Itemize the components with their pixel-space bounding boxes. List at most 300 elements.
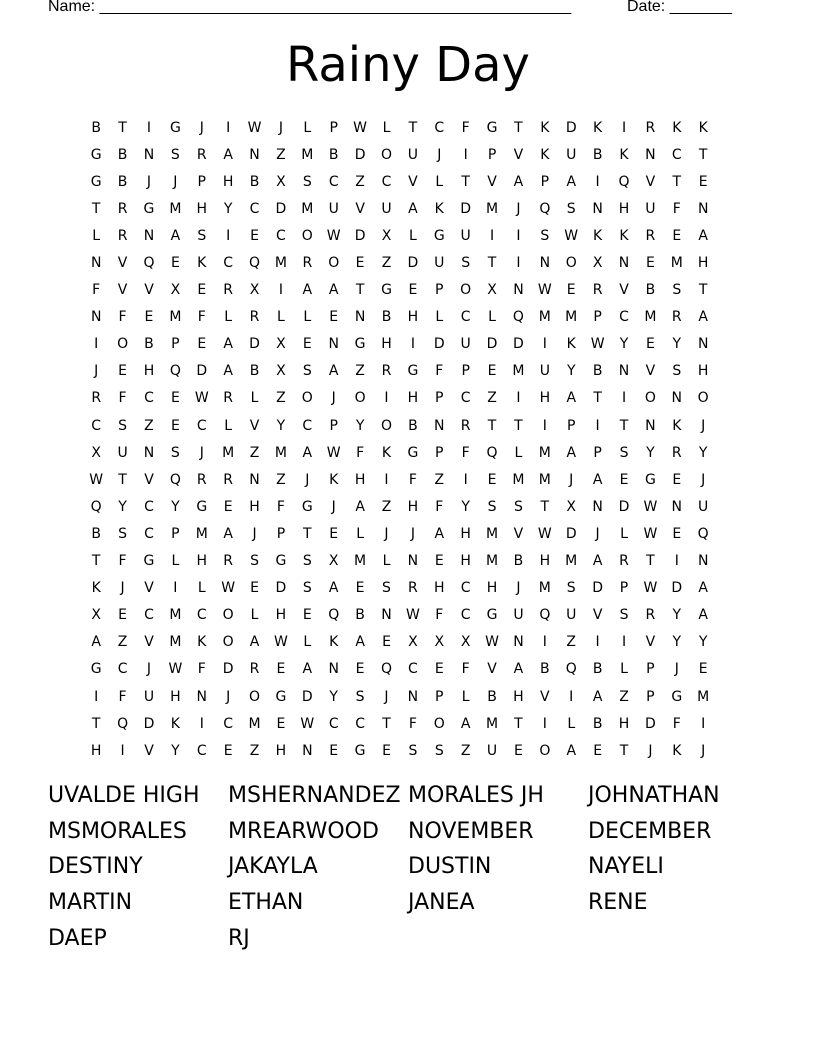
grid-letter: Z — [434, 471, 445, 488]
grid-letter: P — [171, 336, 180, 353]
grid-letter: P — [329, 417, 338, 434]
grid-letter: M — [565, 309, 578, 326]
grid-letter: X — [276, 173, 286, 190]
grid-letter: T — [487, 255, 497, 272]
word-list — [48, 778, 768, 956]
grid-letter: D — [592, 580, 603, 597]
grid-letter: S — [672, 282, 682, 299]
grid-letter: L — [277, 309, 285, 326]
grid-letter: G — [433, 227, 445, 244]
grid-letter: H — [460, 553, 471, 570]
grid-letter: J — [701, 742, 706, 759]
grid-letter: Z — [276, 471, 286, 488]
grid-letter: X — [592, 255, 603, 272]
grid-letter: J — [516, 200, 521, 217]
grid-letter: W — [405, 607, 420, 624]
grid-letter: K — [540, 146, 550, 163]
grid-letter: V — [540, 688, 550, 705]
grid-letter: N — [592, 200, 603, 217]
grid-letter: Y — [698, 634, 708, 651]
grid-letter: J — [305, 471, 310, 488]
grid-letter: O — [354, 390, 366, 407]
grid-letter: G — [301, 498, 313, 515]
grid-letter: A — [223, 525, 233, 542]
word-list-item: UVALDE HIGH — [48, 783, 200, 808]
grid-letter: X — [91, 444, 101, 461]
grid-letter: P — [435, 688, 444, 705]
grid-letter: L — [171, 553, 180, 570]
grid-row — [83, 629, 743, 656]
grid-letter: P — [329, 119, 338, 136]
grid-letter: E — [170, 255, 180, 272]
grid-letter: W — [590, 336, 605, 353]
grid-letter: N — [143, 146, 155, 163]
grid-letter: N — [90, 255, 102, 272]
grid-letter: B — [408, 417, 418, 434]
grid-letter: T — [540, 498, 550, 515]
grid-letter: O — [380, 146, 392, 163]
grid-letter: J — [384, 525, 389, 542]
grid-letter: I — [674, 553, 679, 570]
grid-letter: E — [250, 580, 259, 597]
grid-letter: M — [169, 634, 182, 651]
grid-letter: J — [199, 444, 204, 461]
grid-letter: L — [356, 525, 364, 542]
grid-letter: T — [408, 119, 418, 136]
grid-letter: B — [355, 607, 365, 624]
grid-letter: R — [117, 227, 128, 244]
grid-letter: G — [671, 688, 683, 705]
grid-letter: X — [434, 634, 445, 651]
grid-letter: B — [117, 173, 128, 190]
grid-letter: U — [328, 200, 339, 217]
grid-letter: P — [593, 444, 602, 461]
grid-letter: E — [329, 742, 339, 759]
grid-letter: G — [275, 688, 287, 705]
grid-letter: D — [618, 498, 630, 515]
grid-letter: S — [118, 417, 128, 434]
grid-letter: A — [355, 498, 365, 515]
grid-letter: T — [303, 525, 312, 542]
grid-letter: E — [144, 309, 154, 326]
grid-letter: R — [196, 471, 207, 488]
grid-letter: P — [197, 173, 206, 190]
grid-letter: L — [250, 607, 259, 624]
grid-letter: A — [566, 390, 577, 407]
grid-letter: J — [94, 363, 99, 380]
grid-letter: J — [173, 173, 178, 190]
grid-letter: S — [382, 580, 391, 597]
grid-letter: O — [697, 390, 709, 407]
grid-letter: C — [460, 607, 471, 624]
grid-letter: E — [566, 282, 576, 299]
grid-letter: S — [566, 580, 576, 597]
grid-letter: M — [274, 444, 287, 461]
grid-letter: R — [645, 607, 656, 624]
grid-letter: J — [199, 119, 204, 136]
grid-letter: L — [382, 553, 391, 570]
grid-letter: F — [92, 282, 101, 299]
grid-letter: B — [249, 363, 260, 380]
word-list-item: NAYELI — [588, 854, 664, 880]
grid-letter: K — [619, 146, 629, 163]
name-field: Name: _____________________________________________________ — [48, 0, 572, 15]
grid-letter: M — [486, 200, 499, 217]
grid-letter: A — [460, 715, 471, 732]
grid-letter: N — [645, 146, 656, 163]
grid-letter: B — [645, 282, 656, 299]
grid-letter: R — [671, 309, 682, 326]
grid-letter: A — [408, 200, 418, 217]
grid-letter: A — [566, 742, 577, 759]
grid-letter: J — [595, 525, 600, 542]
grid-letter: P — [567, 417, 576, 434]
grid-letter: K — [593, 227, 603, 244]
grid-letter: Z — [276, 146, 286, 163]
grid-letter: S — [355, 688, 365, 705]
grid-letter: V — [144, 634, 154, 651]
grid-letter: I — [542, 336, 547, 353]
grid-letter: H — [513, 688, 524, 705]
word-list-item: JAKAYLA — [228, 854, 318, 880]
grid-letter: Y — [461, 498, 470, 515]
grid-letter: Q — [486, 444, 498, 461]
grid-letter: S — [250, 553, 259, 570]
grid-letter: D — [513, 336, 524, 353]
grid-letter: N — [407, 553, 419, 570]
grid-letter: B — [144, 336, 154, 353]
grid-letter: V — [144, 580, 154, 597]
grid-letter: C — [276, 227, 286, 244]
grid-letter: H — [196, 553, 208, 570]
grid-letter: X — [170, 282, 181, 299]
grid-letter: R — [223, 471, 234, 488]
grid-letter: K — [170, 715, 180, 732]
grid-letter: E — [355, 255, 365, 272]
grid-letter: V — [645, 173, 656, 190]
grid-letter: R — [645, 227, 656, 244]
grid-letter: X — [276, 363, 286, 380]
grid-letter: F — [118, 553, 127, 570]
grid-letter: F — [461, 661, 470, 678]
grid-letter: T — [619, 742, 629, 759]
grid-letter: T — [487, 417, 497, 434]
grid-letter: S — [461, 255, 471, 272]
grid-letter: C — [196, 417, 207, 434]
grid-letter: M — [169, 607, 182, 624]
grid-letter: L — [250, 390, 259, 407]
grid-letter: L — [224, 417, 233, 434]
grid-letter: Q — [697, 525, 709, 542]
grid-letter: P — [593, 309, 602, 326]
grid-letter: A — [249, 634, 260, 651]
grid-letter: C — [144, 525, 154, 542]
grid-letter: I — [94, 336, 99, 353]
grid-letter: A — [223, 336, 233, 353]
grid-letter: J — [384, 688, 389, 705]
grid-letter: P — [646, 661, 655, 678]
grid-letter: T — [619, 417, 629, 434]
grid-letter: Q — [169, 471, 181, 488]
grid-letter: E — [487, 471, 497, 488]
grid-letter: C — [434, 119, 445, 136]
grid-letter: L — [567, 715, 576, 732]
grid-letter: K — [672, 417, 682, 434]
grid-letter: I — [489, 227, 495, 244]
grid-letter: F — [672, 715, 681, 732]
grid-letter: J — [146, 661, 152, 678]
grid-letter: E — [672, 227, 682, 244]
grid-letter: G — [90, 146, 102, 163]
grid-letter: A — [223, 146, 233, 163]
grid-letter: L — [303, 119, 312, 136]
word-list-item: DESTINY — [48, 854, 143, 880]
grid-letter: D — [301, 688, 313, 705]
grid-letter: I — [595, 173, 600, 190]
grid-letter: I — [278, 282, 283, 299]
grid-letter: Q — [143, 255, 155, 272]
grid-letter: N — [671, 390, 683, 407]
grid-letter: P — [435, 444, 444, 461]
grid-letter: T — [646, 553, 655, 570]
grid-letter: S — [197, 227, 207, 244]
grid-letter: C — [460, 390, 471, 407]
grid-letter: M — [354, 553, 367, 570]
grid-letter: W — [537, 525, 552, 542]
grid-letter: B — [91, 525, 101, 542]
grid-letter: D — [222, 661, 234, 678]
grid-letter: J — [226, 688, 231, 705]
grid-letter: W — [89, 471, 104, 488]
grid-letter: O — [644, 390, 656, 407]
word-list-item: MORALES JH — [408, 783, 544, 808]
grid-letter: G — [486, 607, 498, 624]
grid-letter: S — [302, 363, 312, 380]
grid-letter: O — [301, 227, 313, 244]
grid-letter: W — [564, 227, 579, 244]
grid-letter: N — [434, 417, 445, 434]
grid-letter: O — [433, 715, 445, 732]
grid-letter: V — [249, 417, 260, 434]
grid-letter: W — [168, 661, 183, 678]
grid-letter: R — [91, 390, 102, 407]
grid-letter: C — [196, 742, 207, 759]
grid-letter: V — [144, 742, 154, 759]
word-list-item: JOHNATHAN — [588, 783, 720, 808]
grid-letter: I — [173, 580, 178, 597]
word-list-item: DAEP — [48, 925, 107, 951]
grid-letter: W — [221, 580, 236, 597]
grid-letter: S — [566, 200, 576, 217]
grid-letter: N — [618, 255, 630, 272]
grid-letter: X — [381, 227, 392, 244]
grid-letter: E — [672, 471, 682, 488]
grid-letter: T — [118, 471, 127, 488]
grid-letter: Q — [512, 309, 524, 326]
grid-letter: Z — [355, 173, 365, 190]
grid-letter: Q — [618, 173, 630, 190]
grid-letter: X — [408, 634, 418, 651]
grid-letter: F — [435, 498, 444, 515]
grid-letter: B — [487, 688, 497, 705]
grid-letter: V — [619, 282, 629, 299]
grid-letter: M — [486, 715, 499, 732]
grid-letter: K — [329, 471, 339, 488]
grid-letter: P — [276, 525, 286, 542]
grid-letter: E — [434, 553, 444, 570]
grid-letter: N — [539, 255, 551, 272]
grid-letter: Y — [223, 200, 233, 217]
grid-letter: Q — [539, 607, 551, 624]
grid-letter: Z — [566, 634, 577, 651]
grid-letter: O — [117, 336, 129, 353]
grid-letter: J — [648, 742, 653, 759]
grid-letter: O — [249, 688, 261, 705]
grid-row — [83, 114, 743, 141]
grid-letter: D — [671, 580, 683, 597]
grid-letter: E — [698, 173, 708, 190]
grid-letter: X — [487, 282, 497, 299]
grid-letter: Z — [487, 390, 497, 407]
grid-letter: G — [486, 119, 498, 136]
grid-letter: B — [513, 553, 524, 570]
grid-letter: S — [118, 525, 128, 542]
grid-letter: P — [646, 688, 655, 705]
grid-letter: N — [302, 742, 313, 759]
grid-letter: M — [195, 525, 208, 542]
grid-letter: D — [249, 336, 260, 353]
grid-letter: X — [276, 336, 286, 353]
grid-letter: A — [302, 282, 313, 299]
grid-letter: S — [514, 498, 523, 515]
grid-letter: D — [275, 580, 287, 597]
grid-letter: R — [223, 390, 234, 407]
grid-letter: H — [407, 390, 419, 407]
grid-letter: B — [592, 146, 603, 163]
grid-letter: U — [645, 200, 656, 217]
grid-letter: J — [516, 580, 521, 597]
grid-letter: H — [539, 553, 551, 570]
grid-letter: S — [619, 607, 629, 624]
grid-letter: Z — [460, 742, 471, 759]
grid-letter: V — [592, 607, 603, 624]
grid-letter: V — [144, 471, 154, 488]
grid-letter: I — [621, 634, 627, 651]
grid-letter: A — [328, 363, 339, 380]
grid-letter: Q — [117, 715, 129, 732]
grid-letter: T — [91, 553, 101, 570]
grid-letter: W — [247, 119, 262, 136]
grid-letter: W — [643, 580, 658, 597]
grid-letter: W — [537, 282, 552, 299]
grid-letter: O — [539, 742, 551, 759]
grid-letter: I — [226, 119, 231, 136]
grid-letter: C — [355, 715, 365, 732]
grid-letter: F — [118, 309, 127, 326]
grid-letter: I — [120, 742, 125, 759]
grid-letter: L — [435, 309, 444, 326]
grid-letter: M — [697, 688, 710, 705]
grid-letter: A — [513, 661, 524, 678]
grid-letter: F — [118, 688, 127, 705]
grid-letter: I — [701, 715, 706, 732]
grid-letter: P — [171, 525, 180, 542]
grid-letter: B — [381, 309, 392, 326]
grid-letter: E — [355, 661, 365, 678]
word-list-item: RENE — [588, 890, 648, 916]
grid-letter: G — [407, 444, 419, 461]
grid-letter: J — [410, 525, 415, 542]
grid-letter: L — [435, 173, 444, 190]
word-list-item: MSHERNANDEZ — [228, 783, 401, 808]
grid-letter: E — [487, 363, 497, 380]
grid-row — [83, 385, 743, 412]
grid-letter: U — [513, 607, 524, 624]
grid-letter: J — [146, 173, 152, 190]
grid-letter: B — [592, 715, 603, 732]
grid-letter: D — [565, 119, 577, 136]
grid-letter: T — [698, 282, 708, 299]
grid-letter: Y — [171, 742, 180, 759]
grid-row — [83, 575, 743, 602]
grid-letter: Z — [144, 417, 154, 434]
grid-letter: H — [697, 255, 709, 272]
grid-letter: U — [486, 742, 498, 759]
grid-letter: Z — [117, 634, 128, 651]
grid-letter: Z — [249, 444, 260, 461]
grid-letter: I — [516, 390, 521, 407]
grid-letter: W — [194, 390, 209, 407]
grid-letter: N — [90, 309, 102, 326]
grid-letter: T — [382, 715, 391, 732]
grid-letter: A — [302, 661, 313, 678]
grid-letter: W — [326, 227, 341, 244]
grid-letter: H — [275, 607, 287, 624]
grid-letter: K — [381, 444, 392, 461]
worksheet-header — [48, 0, 748, 20]
grid-letter: D — [407, 255, 419, 272]
grid-letter: S — [487, 498, 497, 515]
grid-letter: U — [566, 607, 577, 624]
grid-letter: E — [170, 390, 180, 407]
page-title: Rainy Day — [286, 37, 530, 93]
grid-letter: A — [592, 688, 603, 705]
grid-letter: W — [643, 498, 658, 515]
grid-letter: U — [143, 688, 155, 705]
grid-letter: R — [302, 255, 313, 272]
grid-letter: S — [540, 227, 550, 244]
grid-letter: O — [380, 417, 392, 434]
grid-letter: K — [566, 336, 576, 353]
grid-letter: N — [697, 553, 709, 570]
grid-letter: M — [538, 580, 551, 597]
grid-letter: Y — [672, 634, 682, 651]
grid-letter: B — [249, 173, 260, 190]
grid-letter: N — [697, 200, 709, 217]
grid-row — [83, 331, 743, 358]
grid-letter: E — [276, 661, 286, 678]
grid-letter: T — [514, 715, 523, 732]
grid-letter: U — [539, 363, 550, 380]
grid-letter: T — [514, 119, 523, 136]
word-list-item: DUSTIN — [408, 854, 492, 880]
grid-letter: E — [276, 715, 286, 732]
grid-letter: L — [197, 580, 206, 597]
grid-letter: M — [274, 255, 287, 272]
grid-letter: C — [144, 498, 154, 515]
grid-letter: M — [486, 525, 499, 542]
grid-letter: R — [223, 282, 234, 299]
